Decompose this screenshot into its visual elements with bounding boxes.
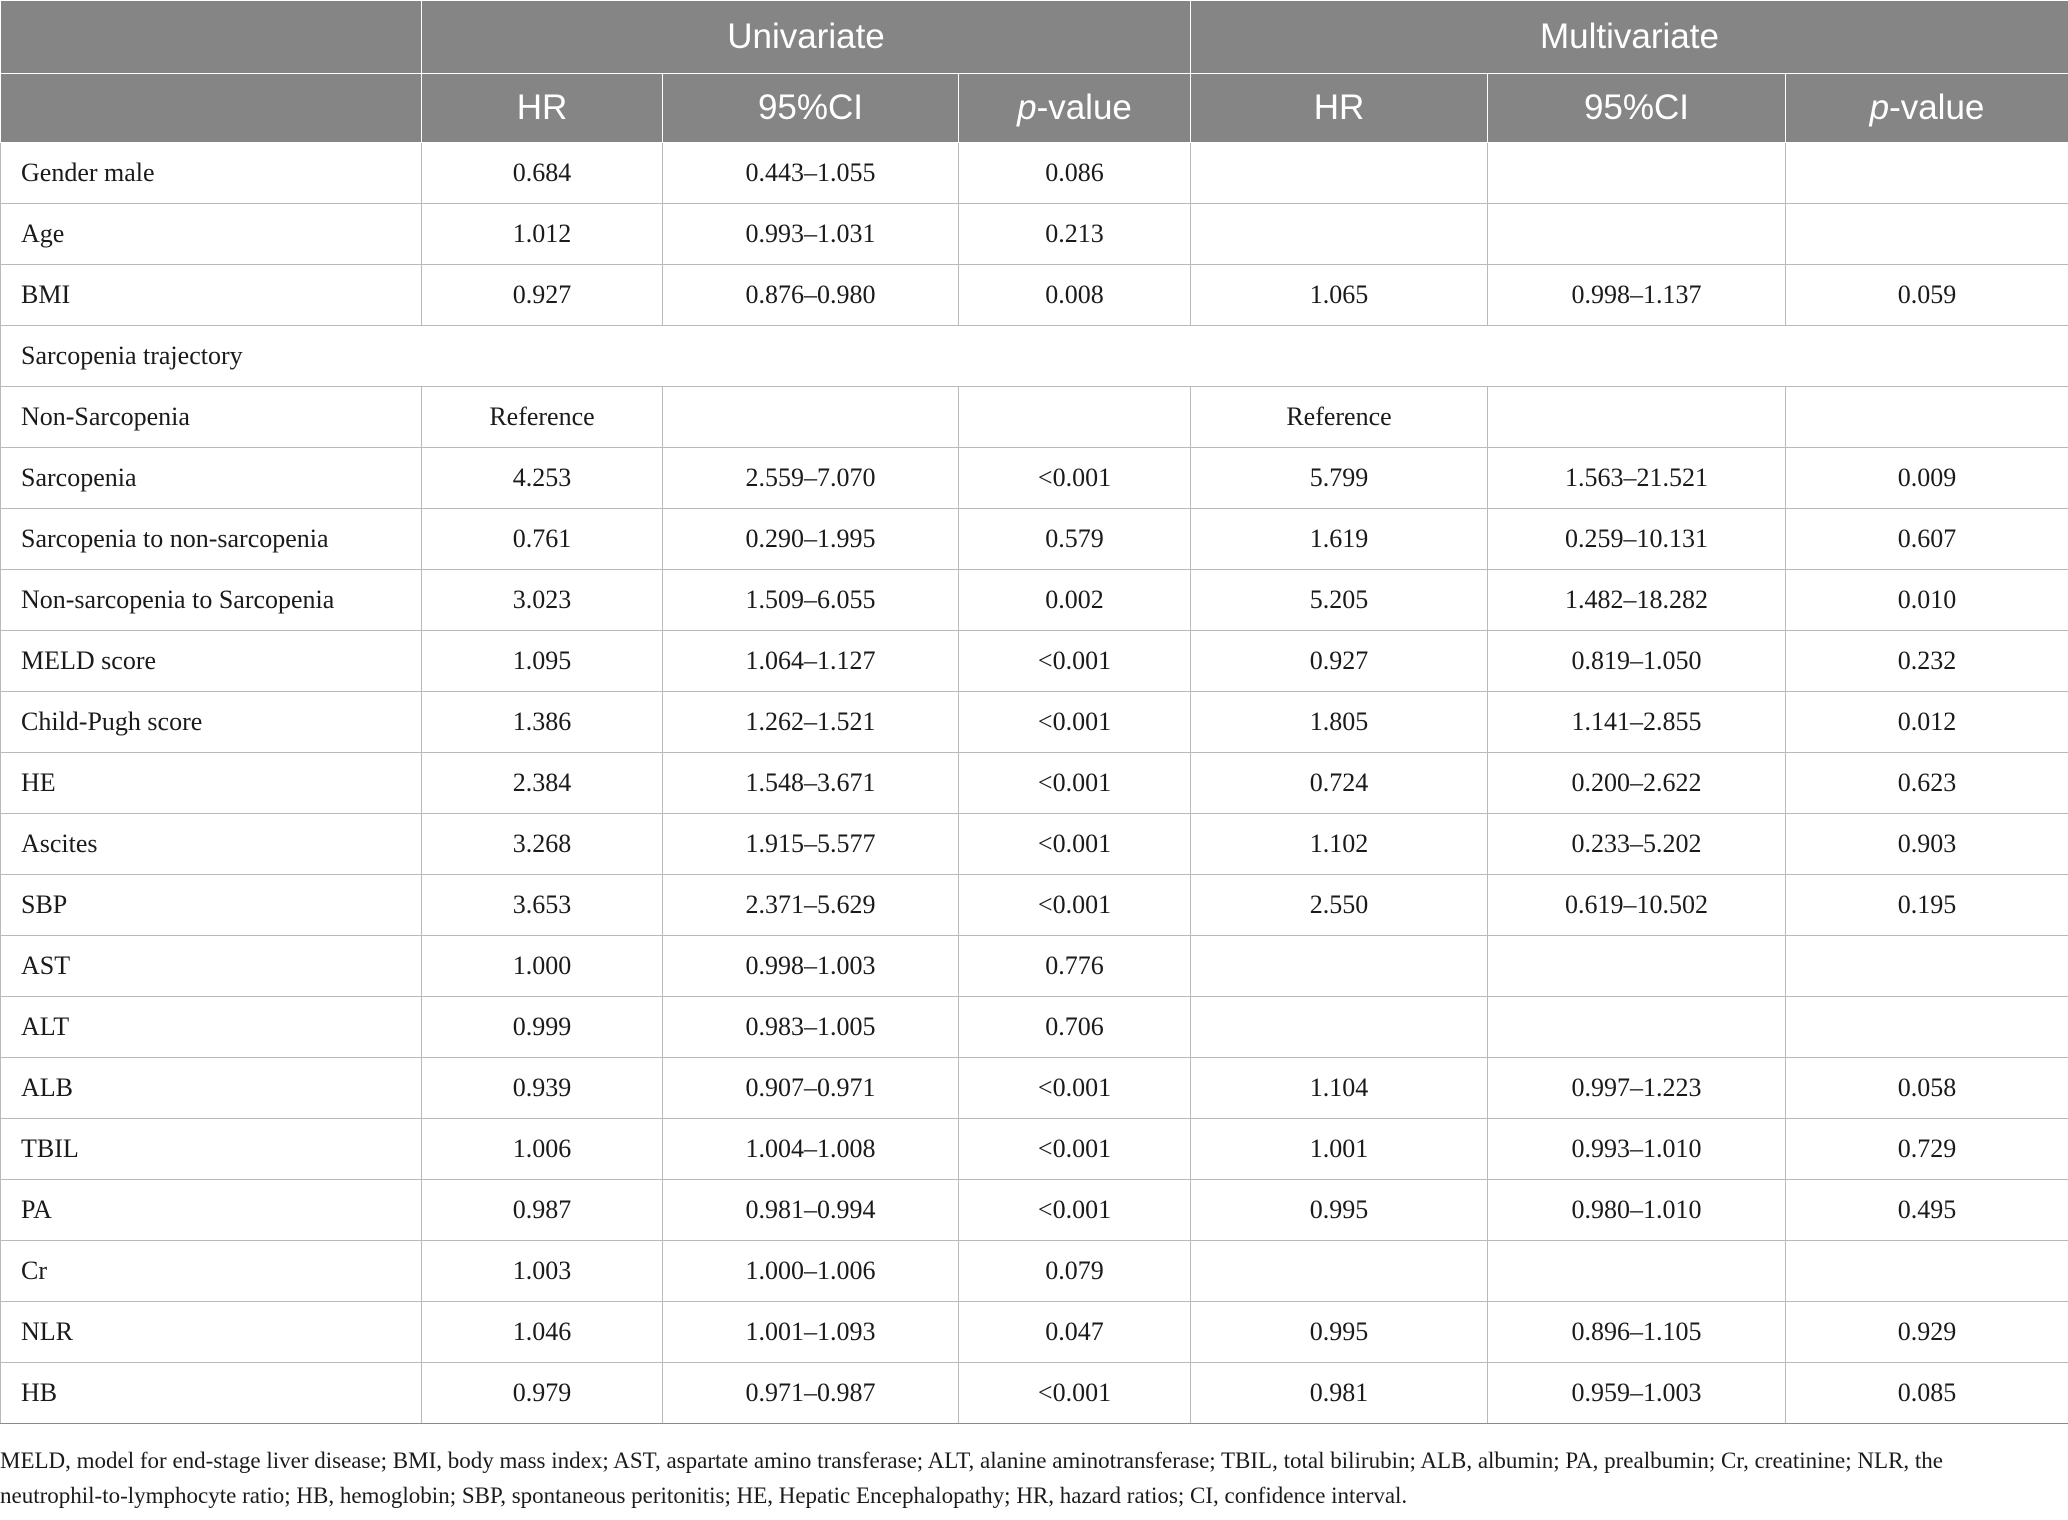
multivariate-hr-cell: 1.104 [1191, 1058, 1488, 1119]
table-row [1, 875, 2068, 936]
univariate-hr-cell: 0.761 [422, 509, 663, 570]
univariate-ci-cell: 1.509–6.055 [663, 570, 959, 631]
multivariate-ci-cell: 0.993–1.010 [1488, 1119, 1786, 1180]
variable-label: PA [1, 1180, 422, 1241]
p-italic: p [1017, 88, 1037, 127]
variable-label: HB [1, 1363, 422, 1424]
multivariate-ci-cell [1488, 387, 1786, 448]
variable-label: NLR [1, 1302, 422, 1363]
univariate-hr-cell: Reference [422, 387, 663, 448]
header-empty-cell [1, 1, 422, 74]
multivariate-p-value-cell [1786, 936, 2068, 997]
table-row [1, 143, 2068, 204]
p-italic: p [1869, 88, 1890, 127]
table-header [1, 1, 2068, 143]
header-multivariate-p-value [1786, 74, 2068, 143]
multivariate-ci-cell: 0.997–1.223 [1488, 1058, 1786, 1119]
multivariate-p-value-cell: 0.495 [1786, 1180, 2068, 1241]
multivariate-p-value-cell: 0.232 [1786, 631, 2068, 692]
univariate-ci-cell: 1.548–3.671 [663, 753, 959, 814]
univariate-ci-cell: 1.064–1.127 [663, 631, 959, 692]
multivariate-ci-cell: 0.259–10.131 [1488, 509, 1786, 570]
univariate-p-value-cell: <0.001 [959, 1363, 1191, 1424]
table-row [1, 570, 2068, 631]
multivariate-p-value-cell: 0.195 [1786, 875, 2068, 936]
univariate-p-value-cell: <0.001 [959, 875, 1191, 936]
multivariate-p-value-cell [1786, 143, 2068, 204]
variable-label: TBIL [1, 1119, 422, 1180]
multivariate-p-value-cell: 0.623 [1786, 753, 2068, 814]
multivariate-p-value-cell: 0.903 [1786, 814, 2068, 875]
multivariate-ci-cell [1488, 143, 1786, 204]
univariate-hr-cell: 3.653 [422, 875, 663, 936]
multivariate-p-value-cell: 0.059 [1786, 265, 2068, 326]
multivariate-hr-cell [1191, 204, 1488, 265]
multivariate-ci-cell: 0.998–1.137 [1488, 265, 1786, 326]
multivariate-ci-cell [1488, 1241, 1786, 1302]
multivariate-hr-cell: 5.799 [1191, 448, 1488, 509]
header-univariate-ci: 95%CI [663, 74, 959, 143]
univariate-p-value-cell: 0.079 [959, 1241, 1191, 1302]
table-body [1, 143, 2068, 1424]
table-row [1, 265, 2068, 326]
univariate-p-value-cell: <0.001 [959, 631, 1191, 692]
univariate-ci-cell: 0.876–0.980 [663, 265, 959, 326]
multivariate-hr-cell: 2.550 [1191, 875, 1488, 936]
univariate-hr-cell: 0.927 [422, 265, 663, 326]
univariate-p-value-cell: <0.001 [959, 1119, 1191, 1180]
univariate-ci-cell: 0.998–1.003 [663, 936, 959, 997]
table-row [1, 814, 2068, 875]
multivariate-ci-cell: 0.980–1.010 [1488, 1180, 1786, 1241]
multivariate-p-value-cell: 0.607 [1786, 509, 2068, 570]
multivariate-hr-cell [1191, 997, 1488, 1058]
variable-label: Ascites [1, 814, 422, 875]
multivariate-ci-cell: 0.233–5.202 [1488, 814, 1786, 875]
univariate-ci-cell: 1.001–1.093 [663, 1302, 959, 1363]
univariate-hr-cell: 0.684 [422, 143, 663, 204]
table-row [1, 1119, 2068, 1180]
multivariate-ci-cell: 1.563–21.521 [1488, 448, 1786, 509]
univariate-ci-cell: 1.262–1.521 [663, 692, 959, 753]
multivariate-ci-cell: 0.819–1.050 [1488, 631, 1786, 692]
univariate-hr-cell: 4.253 [422, 448, 663, 509]
multivariate-ci-cell: 0.619–10.502 [1488, 875, 1786, 936]
header-empty-cell [1, 74, 422, 143]
univariate-ci-cell: 1.915–5.577 [663, 814, 959, 875]
variable-label: MELD score [1, 631, 422, 692]
multivariate-ci-cell [1488, 997, 1786, 1058]
table-row [1, 387, 2068, 448]
variable-label: Child-Pugh score [1, 692, 422, 753]
table-row [1, 448, 2068, 509]
univariate-hr-cell: 1.003 [422, 1241, 663, 1302]
univariate-p-value-cell [959, 387, 1191, 448]
multivariate-ci-cell [1488, 936, 1786, 997]
univariate-ci-cell [663, 387, 959, 448]
univariate-p-value-cell: <0.001 [959, 753, 1191, 814]
univariate-ci-cell: 0.443–1.055 [663, 143, 959, 204]
multivariate-hr-cell: 1.065 [1191, 265, 1488, 326]
table-row [1, 1241, 2068, 1302]
multivariate-hr-cell: 1.805 [1191, 692, 1488, 753]
univariate-hr-cell: 0.987 [422, 1180, 663, 1241]
variable-label: Age [1, 204, 422, 265]
univariate-hr-cell: 0.979 [422, 1363, 663, 1424]
multivariate-p-value-cell: 0.012 [1786, 692, 2068, 753]
univariate-hr-cell: 3.023 [422, 570, 663, 631]
variable-label: HE [1, 753, 422, 814]
variable-label: Gender male [1, 143, 422, 204]
univariate-hr-cell: 1.046 [422, 1302, 663, 1363]
univariate-ci-cell: 1.004–1.008 [663, 1119, 959, 1180]
univariate-p-value-cell: 0.047 [959, 1302, 1191, 1363]
header-column-row [1, 74, 2068, 143]
variable-label: BMI [1, 265, 422, 326]
multivariate-p-value-cell: 0.729 [1786, 1119, 2068, 1180]
univariate-ci-cell: 0.993–1.031 [663, 204, 959, 265]
table-row [1, 753, 2068, 814]
univariate-hr-cell: 1.095 [422, 631, 663, 692]
table-row [1, 204, 2068, 265]
univariate-p-value-cell: <0.001 [959, 448, 1191, 509]
univariate-p-value-cell: 0.706 [959, 997, 1191, 1058]
multivariate-hr-cell: 5.205 [1191, 570, 1488, 631]
header-univariate-hr: HR [422, 74, 663, 143]
multivariate-p-value-cell [1786, 204, 2068, 265]
multivariate-p-value-cell [1786, 1241, 2068, 1302]
multivariate-ci-cell: 1.141–2.855 [1488, 692, 1786, 753]
univariate-p-value-cell: 0.213 [959, 204, 1191, 265]
variable-label: Sarcopenia to non-sarcopenia [1, 509, 422, 570]
multivariate-ci-cell: 1.482–18.282 [1488, 570, 1786, 631]
table-row [1, 1302, 2068, 1363]
multivariate-p-value-cell: 0.010 [1786, 570, 2068, 631]
multivariate-hr-cell: 0.995 [1191, 1180, 1488, 1241]
multivariate-hr-cell: 0.724 [1191, 753, 1488, 814]
multivariate-p-value-cell [1786, 997, 2068, 1058]
p-suffix: -value [1889, 88, 1985, 127]
univariate-hr-cell: 0.999 [422, 997, 663, 1058]
univariate-hr-cell: 1.386 [422, 692, 663, 753]
variable-label: Non-sarcopenia to Sarcopenia [1, 570, 422, 631]
univariate-hr-cell: 3.268 [422, 814, 663, 875]
univariate-ci-cell: 2.559–7.070 [663, 448, 959, 509]
univariate-p-value-cell: 0.086 [959, 143, 1191, 204]
multivariate-p-value-cell: 0.085 [1786, 1363, 2068, 1424]
p-suffix: -value [1036, 88, 1132, 127]
table-row [1, 631, 2068, 692]
variable-label: SBP [1, 875, 422, 936]
section-row [1, 326, 2068, 387]
univariate-ci-cell: 0.290–1.995 [663, 509, 959, 570]
table-row [1, 509, 2068, 570]
table-footnote: MELD, model for end-stage liver disease; BMI, body mass index; AST, aspartate amino transferase; ALT, alanine aminotransferase; TBIL, total bilirubin; ALB, albumin; PA, prealbumin; Cr, creatinine; NLR, the neutrophil-to-lymphocyte ratio; HB, hemoglobin; SBP, spontaneous peritonitis; HE, Hepatic Encephalopathy; HR, hazard ratios; CI, confidence interval. [0, 1448, 1944, 1508]
multivariate-hr-cell: 1.001 [1191, 1119, 1488, 1180]
multivariate-hr-cell [1191, 936, 1488, 997]
multivariate-hr-cell: 1.619 [1191, 509, 1488, 570]
table-row [1, 1180, 2068, 1241]
header-univariate-p-value [959, 74, 1191, 143]
variable-label: Non-Sarcopenia [1, 387, 422, 448]
univariate-hr-cell: 0.939 [422, 1058, 663, 1119]
table-row [1, 692, 2068, 753]
header-multivariate-ci: 95%CI [1488, 74, 1786, 143]
multivariate-ci-cell: 0.896–1.105 [1488, 1302, 1786, 1363]
univariate-p-value-cell: 0.002 [959, 570, 1191, 631]
variable-label: ALB [1, 1058, 422, 1119]
univariate-p-value-cell: 0.776 [959, 936, 1191, 997]
multivariate-hr-cell: 0.995 [1191, 1302, 1488, 1363]
header-group-row [1, 1, 2068, 74]
header-multivariate: Multivariate [1191, 1, 2068, 74]
univariate-hr-cell: 1.000 [422, 936, 663, 997]
univariate-p-value-cell: <0.001 [959, 692, 1191, 753]
univariate-p-value-cell: 0.579 [959, 509, 1191, 570]
multivariate-p-value-cell [1786, 387, 2068, 448]
header-multivariate-hr: HR [1191, 74, 1488, 143]
univariate-ci-cell: 0.971–0.987 [663, 1363, 959, 1424]
multivariate-ci-cell [1488, 204, 1786, 265]
header-univariate: Univariate [422, 1, 1191, 74]
multivariate-ci-cell: 0.200–2.622 [1488, 753, 1786, 814]
variable-label: ALT [1, 997, 422, 1058]
multivariate-ci-cell: 0.959–1.003 [1488, 1363, 1786, 1424]
variable-label: Sarcopenia [1, 448, 422, 509]
univariate-hr-cell: 1.006 [422, 1119, 663, 1180]
univariate-hr-cell: 2.384 [422, 753, 663, 814]
table-row [1, 1058, 2068, 1119]
multivariate-hr-cell [1191, 1241, 1488, 1302]
table-row [1, 997, 2068, 1058]
univariate-ci-cell: 0.983–1.005 [663, 997, 959, 1058]
section-label: Sarcopenia trajectory [1, 326, 2068, 387]
univariate-ci-cell: 0.907–0.971 [663, 1058, 959, 1119]
multivariate-hr-cell: 0.927 [1191, 631, 1488, 692]
variable-label: AST [1, 936, 422, 997]
multivariate-hr-cell: 1.102 [1191, 814, 1488, 875]
table-row [1, 936, 2068, 997]
univariate-p-value-cell: <0.001 [959, 1058, 1191, 1119]
multivariate-p-value-cell: 0.058 [1786, 1058, 2068, 1119]
multivariate-hr-cell: 0.981 [1191, 1363, 1488, 1424]
multivariate-hr-cell [1191, 143, 1488, 204]
univariate-p-value-cell: <0.001 [959, 1180, 1191, 1241]
multivariate-hr-cell: Reference [1191, 387, 1488, 448]
univariate-hr-cell: 1.012 [422, 204, 663, 265]
multivariate-p-value-cell: 0.929 [1786, 1302, 2068, 1363]
multivariate-p-value-cell: 0.009 [1786, 448, 2068, 509]
univariate-p-value-cell: <0.001 [959, 814, 1191, 875]
univariate-ci-cell: 0.981–0.994 [663, 1180, 959, 1241]
univariate-ci-cell: 2.371–5.629 [663, 875, 959, 936]
univariate-p-value-cell: 0.008 [959, 265, 1191, 326]
table-row [1, 1363, 2068, 1424]
variable-label: Cr [1, 1241, 422, 1302]
univariate-ci-cell: 1.000–1.006 [663, 1241, 959, 1302]
